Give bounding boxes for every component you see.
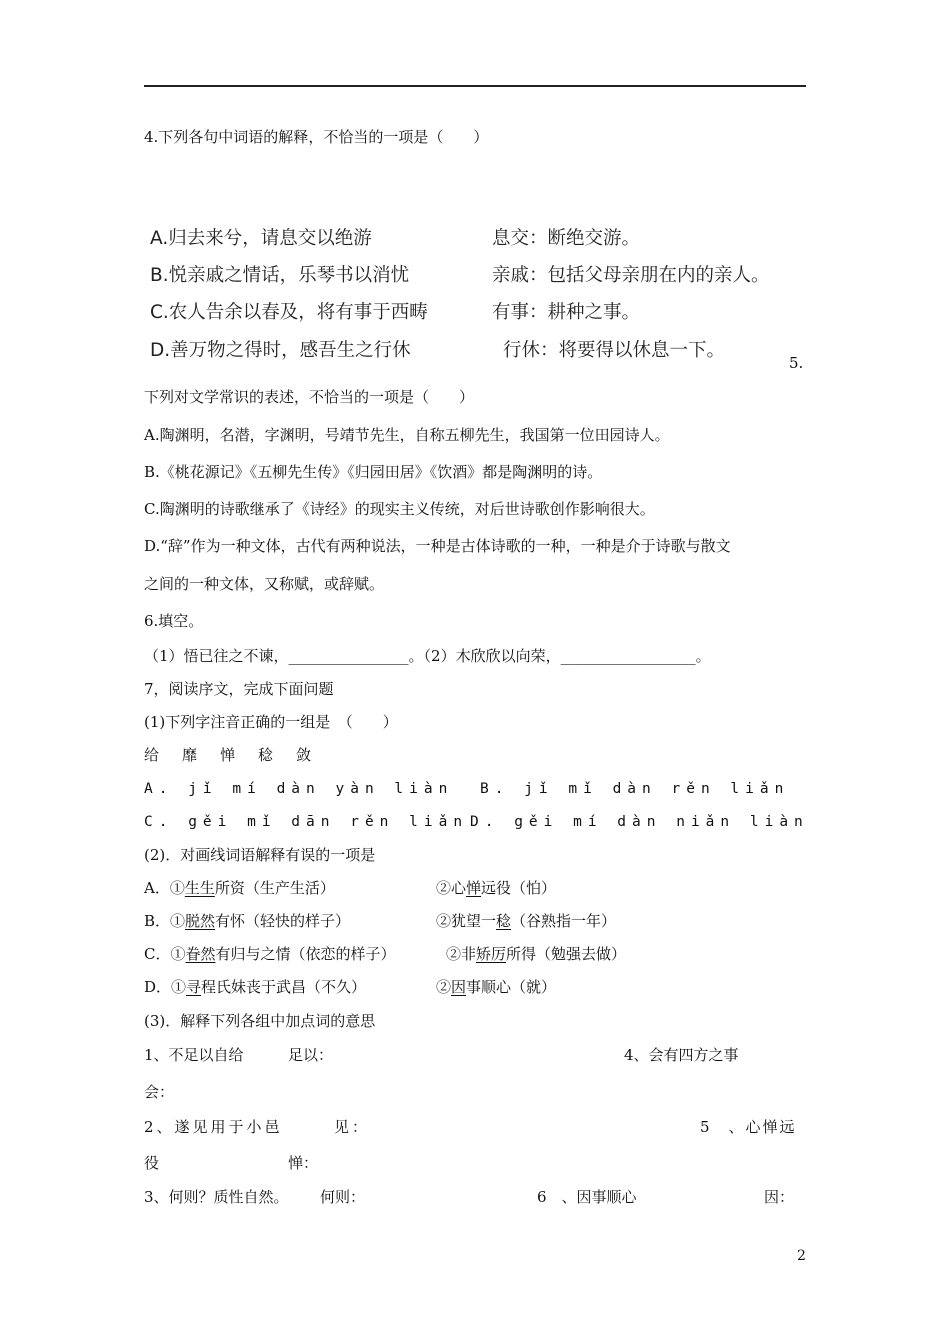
underlined-word: 寻 — [186, 978, 202, 996]
q7-sub1-option-a: A. jǐ mí dàn yàn liàn — [144, 781, 454, 797]
option-label: ②心 — [436, 879, 467, 897]
q4-option-c: C.农人告余以春及，将有事于西畴 — [150, 302, 428, 323]
q7-sub3-item1: 1、不足以自给 — [144, 1046, 244, 1064]
q5-option-b: B.《桃花源记》《五柳先生传》《归园田居》《饮酒》都是陶渊明的诗。 — [144, 463, 603, 481]
q5-option-c: C.陶渊明的诗歌继承了《诗经》的现实主义传统，对后世诗歌创作影响很大。 — [144, 500, 655, 518]
q4-option-a: A.归去来兮，请息交以绝游 — [150, 228, 372, 249]
q7-sub2-option-d2 — [436, 977, 556, 997]
q4-option-b: B.悦亲戚之情话，乐琴书以消忧 — [150, 265, 410, 286]
q7-sub2-stem: (2)．对画线词语解释有误的一项是 — [144, 846, 376, 864]
q7-sub1-option-b: B. jǐ mǐ dàn rěn liǎn — [480, 781, 790, 797]
q4-stem: 4.下列各句中词语的解释，不恰当的一项是（ ） — [144, 128, 489, 146]
q7-sub3-item2-word: 见： — [334, 1118, 371, 1136]
q6-fill-line: （1）悟已往之不谏，________________。（2）木欣欣以向荣，__________________。 — [144, 647, 711, 665]
q7-sub1-chars: 给 靡 惮 稔 敛 — [144, 746, 316, 764]
q6-stem: 6.填空。 — [144, 612, 204, 630]
underlined-word: 矫厉 — [476, 945, 507, 963]
underlined-word: 惮 — [466, 879, 482, 897]
q7-stem: 7，阅读序文，完成下面问题 — [144, 680, 334, 698]
q7-sub3-item6: 6 、因事顺心 — [537, 1188, 637, 1206]
q5-option-a: A.陶渊明，名潜，字渊明，号靖节先生，自称五柳先生，我国第一位田园诗人。 — [144, 426, 670, 444]
q7-sub3-item3: 3、何则？质性自然。 — [144, 1188, 289, 1206]
option-text: 所资（生产生活） — [214, 879, 335, 897]
q4-gloss-c: 有事：耕种之事。 — [492, 302, 641, 323]
option-text: 事顺心（就） — [466, 978, 557, 996]
option-label: D．① — [144, 978, 187, 996]
option-text: 远役（怕） — [481, 879, 557, 897]
option-label: A．① — [144, 879, 185, 897]
q7-sub3-item2: 2、遂见用于小邑 — [144, 1118, 283, 1136]
q7-sub3-item5: 5 、心惮远 — [700, 1118, 797, 1136]
underlined-word: 因 — [451, 978, 467, 996]
q4-gloss-d: 行休：将要得以休息一下。 — [503, 340, 726, 361]
q7-sub1-option-c: C. gěi mǐ dān rěn liǎn — [144, 814, 469, 830]
q7-sub3-item1-word: 足以： — [288, 1046, 334, 1064]
option-label: ② — [436, 978, 452, 996]
q5-number: 5. — [789, 354, 804, 372]
option-label: ②犹望一 — [436, 912, 497, 930]
q4-option-d: D.善万物之得时，感吾生之行休 — [150, 340, 411, 361]
q7-sub2-option-d — [144, 977, 366, 997]
underlined-word: 稔 — [496, 912, 512, 930]
header-rule — [144, 85, 806, 87]
q5-stem: 下列对文学常识的表述，不恰当的一项是（ ） — [144, 388, 475, 406]
q5-option-d-line1: D.“辞”作为一种文体，古代有两种说法，一种是古体诗歌的一种，一种是介于诗歌与散文 — [144, 537, 731, 555]
q7-sub1-option-d: D. gěi mí dàn niǎn liàn — [470, 814, 809, 830]
q4-gloss-b: 亲戚：包括父母亲朋在内的亲人。 — [492, 265, 770, 286]
underlined-word: 生生 — [184, 879, 215, 897]
option-text: 有怀（轻快的样子） — [215, 912, 351, 930]
q7-sub2-option-a — [144, 878, 335, 898]
option-label: C．① — [144, 945, 186, 963]
q7-sub2-option-a2 — [436, 878, 556, 898]
q7-sub2-option-b2 — [436, 911, 616, 931]
q7-sub3-stem: (3)．解释下列各组中加点词的意思 — [144, 1012, 376, 1030]
q7-sub1-stem: (1)下列字注音正确的一组是 （ ） — [144, 713, 398, 731]
q7-sub3-item5-cont: 役 — [144, 1154, 160, 1172]
option-label: ②非 — [446, 945, 477, 963]
option-label: B．① — [144, 912, 186, 930]
q7-sub3-item4: 4、会有四方之事 — [624, 1046, 739, 1064]
q7-sub3-item3-word: 何则： — [320, 1188, 366, 1206]
q7-sub3-item6-word: 因： — [764, 1188, 795, 1206]
option-text: 所得（勉强去做） — [506, 945, 627, 963]
underlined-word: 脱然 — [185, 912, 216, 930]
q7-sub3-item5-word: 惮： — [288, 1154, 319, 1172]
option-text: 程氏妹丧于武昌（不久） — [201, 978, 367, 996]
page-number: 2 — [797, 1248, 806, 1264]
option-text: （谷熟指一年） — [511, 912, 617, 930]
q7-sub3-item4-word: 会： — [144, 1083, 175, 1101]
q4-gloss-a: 息交：断绝交游。 — [492, 228, 641, 249]
q7-sub2-option-b — [144, 911, 350, 931]
q7-sub2-option-c — [144, 944, 396, 964]
underlined-word: 眷然 — [185, 945, 216, 963]
q7-sub2-option-c2 — [446, 944, 626, 964]
q5-option-d-line2: 之间的一种文体，又称赋，或辞赋。 — [144, 575, 385, 593]
option-text: 有归与之情（依恋的样子） — [215, 945, 396, 963]
